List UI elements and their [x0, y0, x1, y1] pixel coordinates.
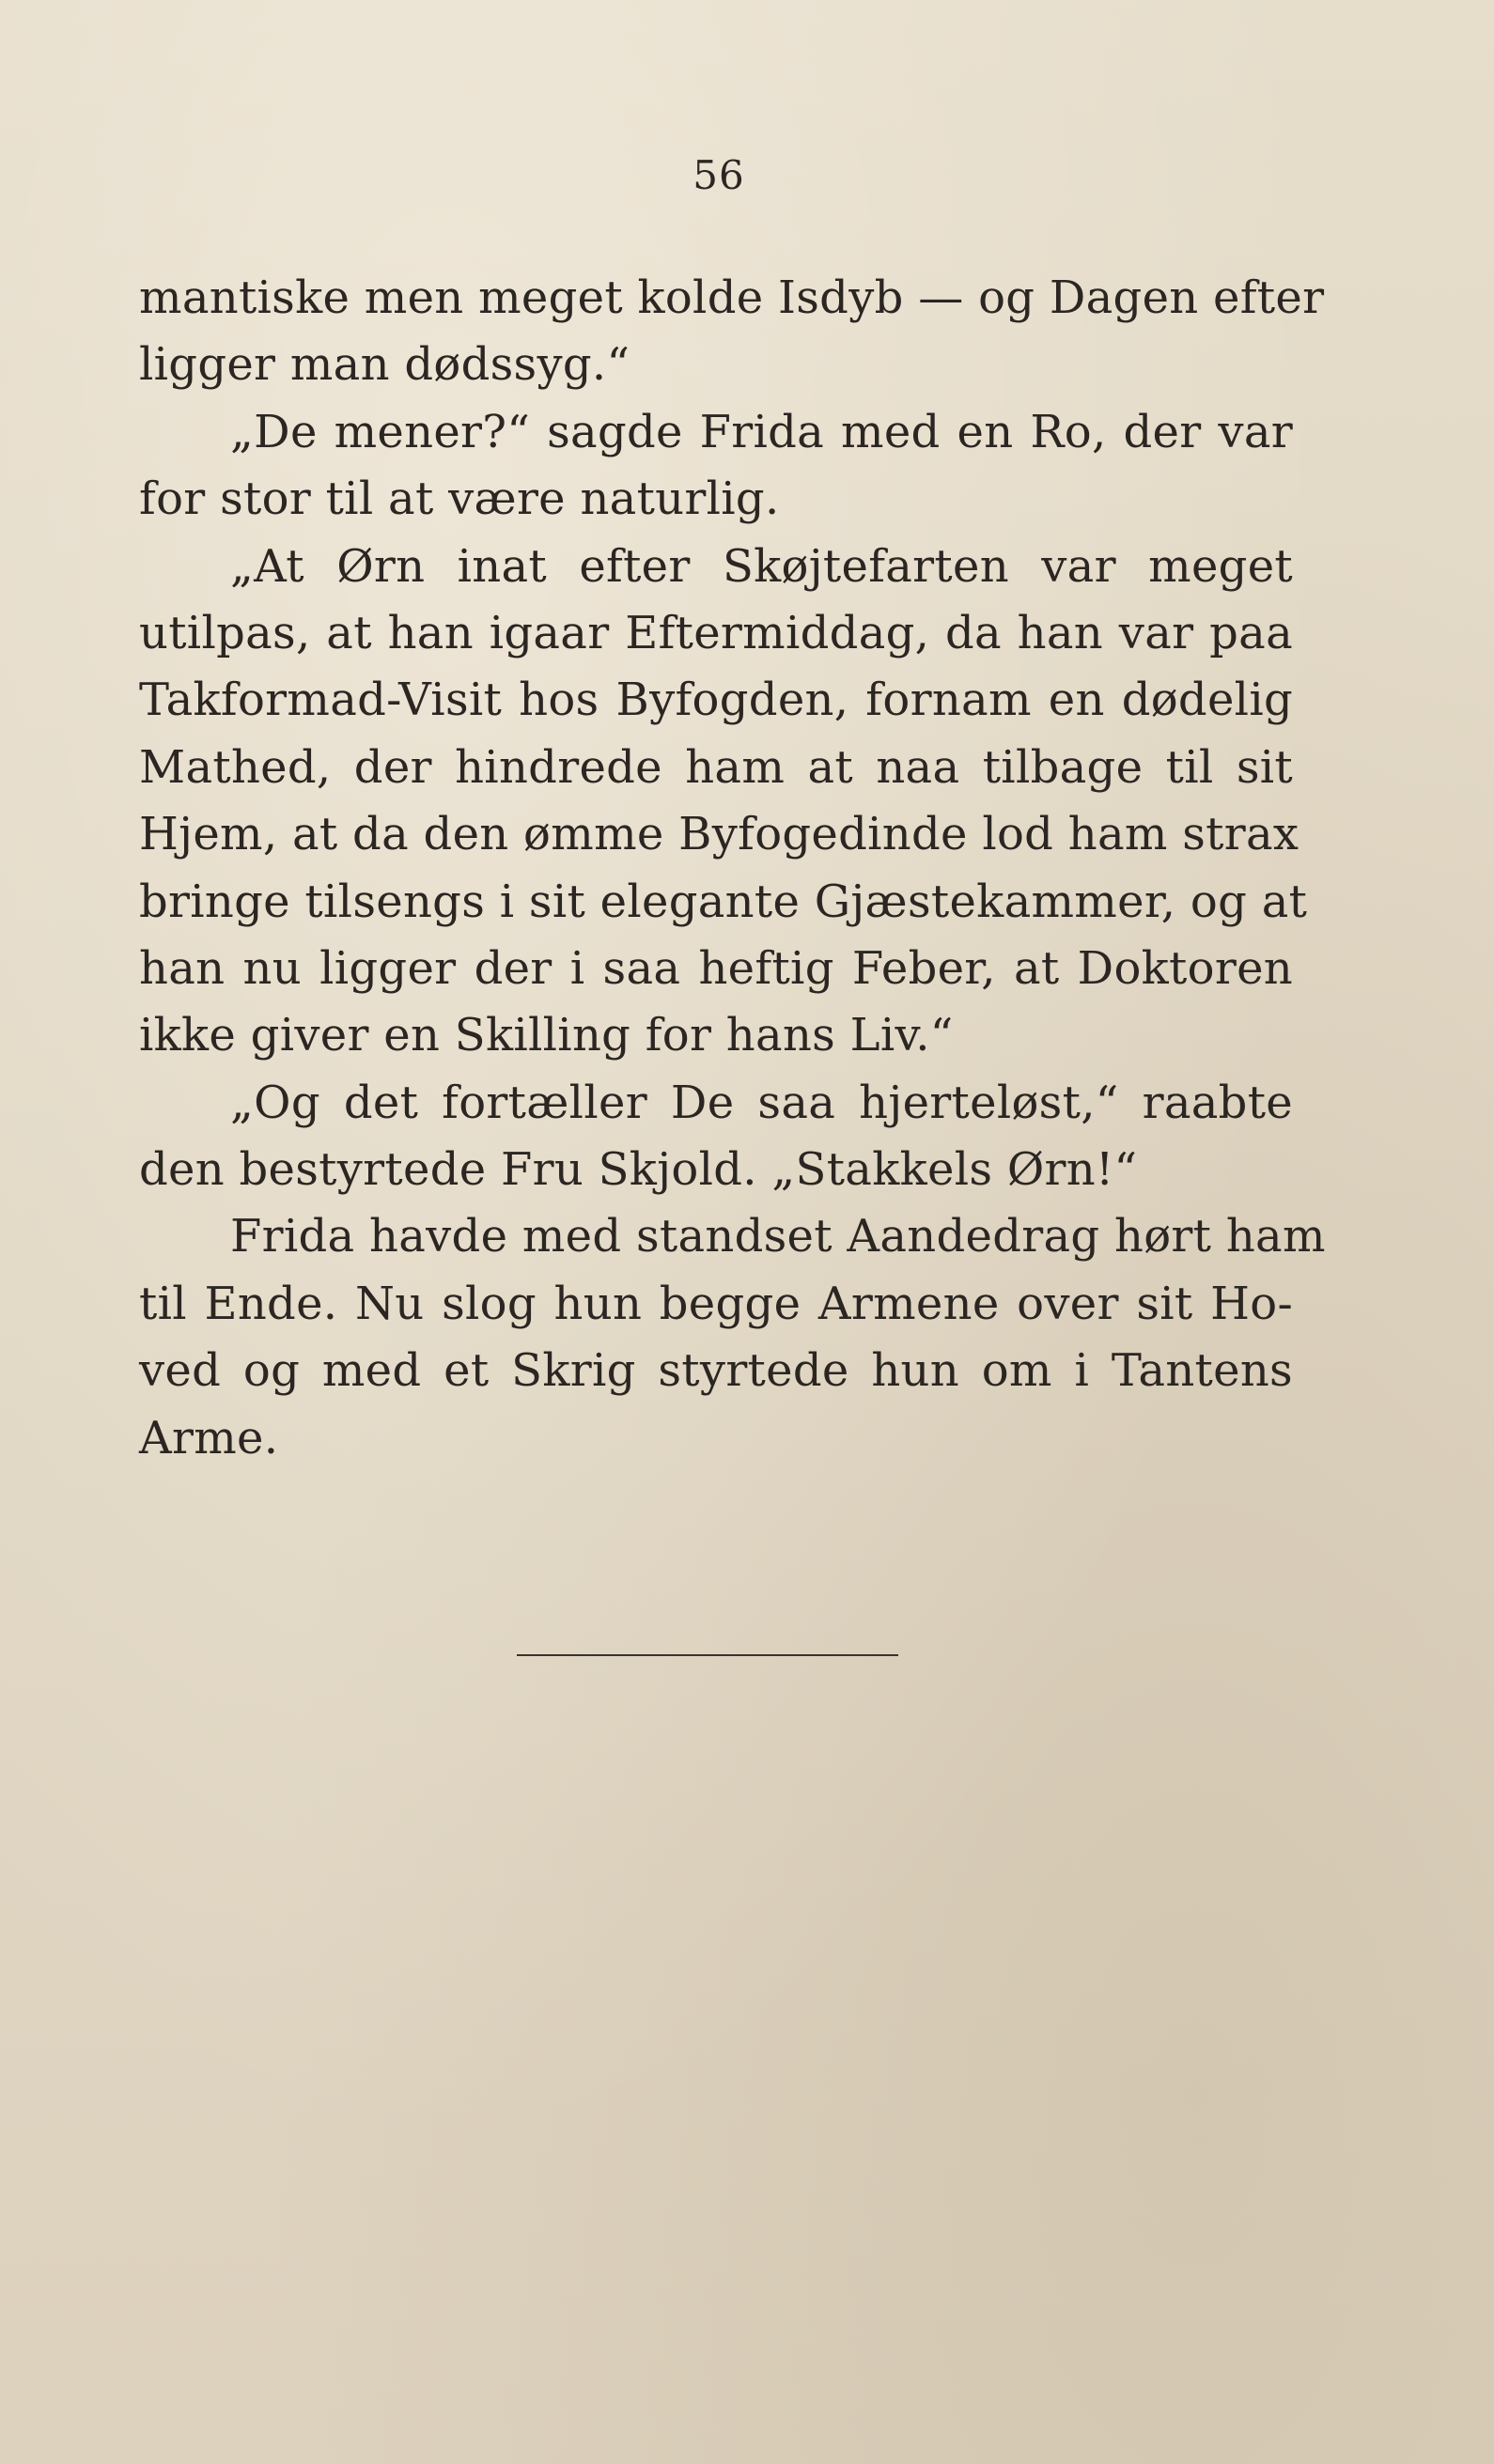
text-line: han nu ligger der i saa heftig Feber, at Doktoren [139, 941, 1293, 995]
text-line: „Og det fortæller De saa hjerteløst,“ raabte [230, 1076, 1293, 1129]
text-line: Takformad-Visit hos Byfogden, fornam en dødelig [139, 674, 1293, 727]
body-text [139, 265, 1326, 1472]
text-line: ved og med et Skrig styrtede hun om i Tantens [139, 1344, 1293, 1398]
text-line: „At Ørn inat efter Skøjtefarten var meget [230, 539, 1293, 593]
text-line: bringe tilsengs i sit elegante Gjæstekammer, og at [139, 875, 1308, 928]
text-line: for stor til at være naturlig. [139, 473, 780, 526]
text-line: „De mener?“ sagde Frida med en Ro, der var [230, 405, 1293, 458]
text-line: Hjem, at da den ømme Byfogedinde lod ham strax [139, 808, 1299, 861]
text-line: den bestyrtede Fru Skjold. „Stakkels Ørn!“ [139, 1143, 1138, 1197]
text-line: mantiske men meget kolde Isdyb — og Dagen efter [139, 271, 1325, 324]
text-line: Frida havde med standset Aandedrag hørt ham [230, 1210, 1326, 1263]
text-line: ikke giver en Skilling for hans Liv.“ [139, 1009, 954, 1062]
text-line: Mathed, der hindrede ham at naa tilbage til sit [139, 740, 1293, 794]
section-end-rule [517, 1654, 898, 1656]
text-line: Arme. [139, 1411, 279, 1464]
text-line: til Ende. Nu slog hun begge Armene over sit Ho- [139, 1277, 1293, 1330]
text-line: ligger man dødssyg.“ [139, 338, 630, 392]
text-line: utilpas, at han igaar Eftermiddag, da han var paa [139, 606, 1293, 659]
page-number: 56 [693, 152, 745, 198]
